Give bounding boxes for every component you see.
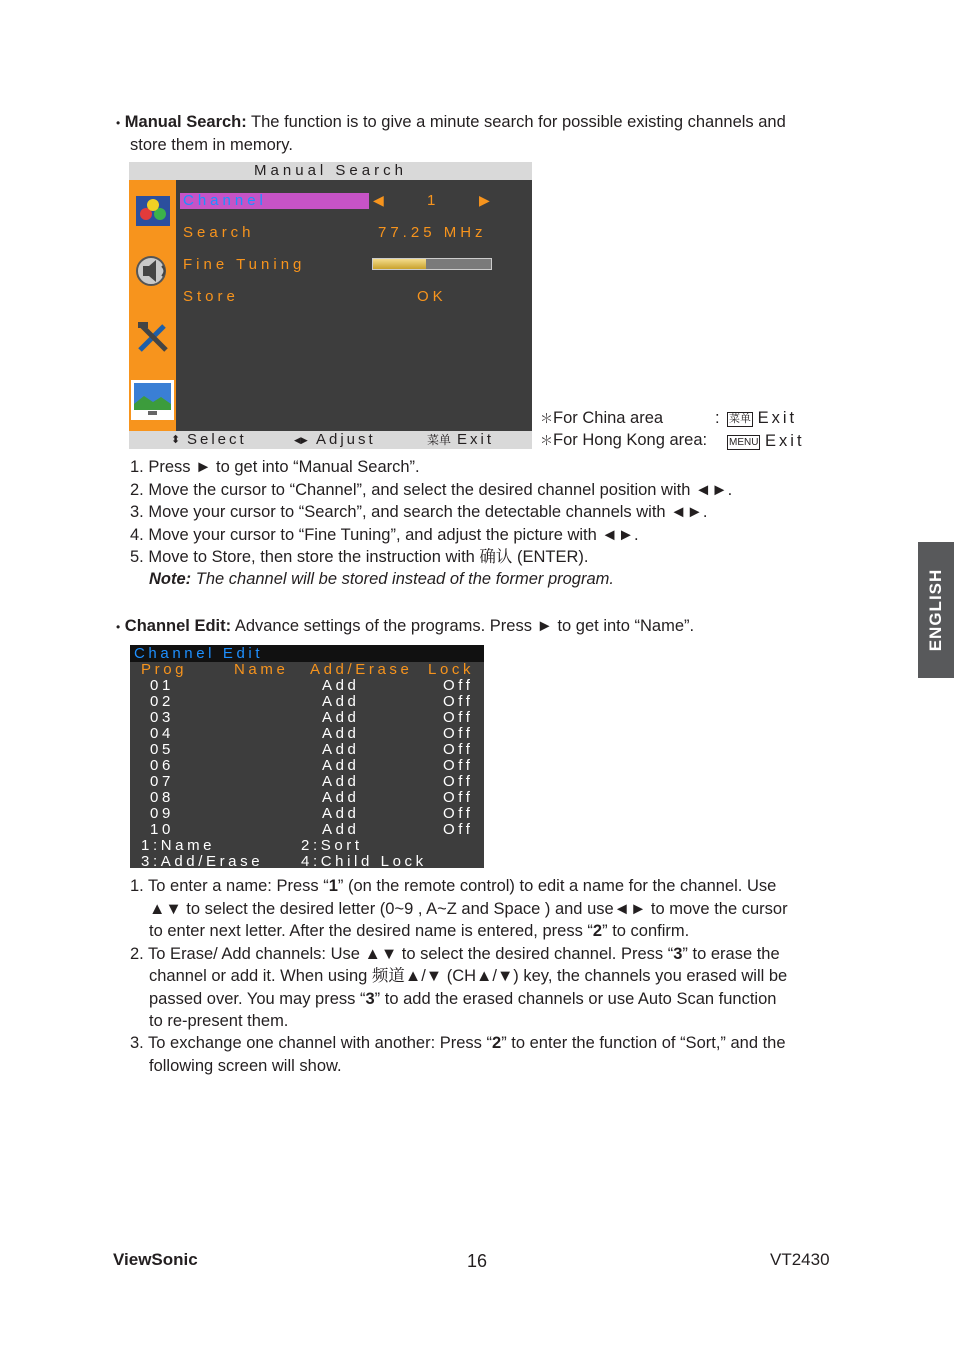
bullet: • bbox=[116, 620, 121, 634]
manual-search-intro bbox=[116, 111, 846, 135]
ce-cell-lock: Off bbox=[443, 805, 474, 822]
col-add-erase: Add/Erase bbox=[310, 661, 413, 678]
adjust-icon: ◀▶ bbox=[294, 435, 308, 445]
ce-cell-add: Add bbox=[322, 677, 360, 694]
col-prog: Prog bbox=[141, 661, 188, 678]
adjust-label: Adjust bbox=[316, 431, 376, 448]
search-value: 77.25 MHz bbox=[378, 224, 487, 241]
ce-cell-lock: Off bbox=[443, 709, 474, 726]
ce-cell-add: Add bbox=[322, 757, 360, 774]
ce-cell-lock: Off bbox=[443, 757, 474, 774]
manual-search-osd bbox=[129, 162, 532, 449]
select-icon: ⬍ bbox=[171, 434, 184, 446]
manual-step-1: 1. Press ► to get into “Manual Search”. bbox=[130, 458, 420, 476]
arrow-left-icon[interactable]: ◀ bbox=[373, 192, 388, 208]
exit-label: Exit bbox=[457, 431, 495, 448]
ce-cell-lock: Off bbox=[443, 693, 474, 710]
ce-cell-add: Add bbox=[322, 725, 360, 742]
ce-footer-sort: 2:Sort bbox=[301, 837, 363, 854]
select-label: Select bbox=[187, 431, 247, 448]
manual-step-3: 3. Move your cursor to “Search”, and search the detectable channels with ◄►. bbox=[130, 503, 708, 521]
ce-footer-add-erase: 3:Add/Erase bbox=[141, 853, 264, 870]
ce-cell-add: Add bbox=[322, 821, 360, 838]
ce-cell-prog: 03 bbox=[150, 709, 174, 726]
store-value: OK bbox=[417, 288, 447, 305]
ce-cell-add: Add bbox=[322, 709, 360, 726]
ce-cell-lock: Off bbox=[443, 677, 474, 694]
channel-edit-label: Channel Edit: bbox=[124, 617, 232, 635]
language-tab-label: ENGLISH bbox=[926, 568, 945, 652]
language-tab bbox=[918, 542, 954, 678]
edit-step-2-line-2: channel or add it. When using 频道▲/▼ (CH▲/▼) key, the channels you erased will be bbox=[149, 967, 788, 985]
ce-cell-prog: 06 bbox=[150, 757, 174, 774]
edit-step-1-line-3: to enter next letter. After the desired name is entered, press “2” to confirm. bbox=[149, 922, 690, 940]
ce-cell-add: Add bbox=[322, 773, 360, 790]
ce-cell-prog: 05 bbox=[150, 741, 174, 758]
ce-cell-prog: 10 bbox=[150, 821, 174, 838]
ce-cell-prog: 01 bbox=[150, 677, 174, 694]
ce-cell-add: Add bbox=[322, 693, 360, 710]
ce-cell-add: Add bbox=[322, 741, 360, 758]
arrow-right-icon[interactable]: ▶ bbox=[479, 192, 494, 208]
fine-tuning-fill bbox=[373, 259, 426, 269]
audio-icon bbox=[134, 252, 172, 290]
ce-footer-name: 1:Name bbox=[141, 837, 216, 854]
asterisk: ＊ bbox=[540, 433, 554, 448]
col-lock: Lock bbox=[428, 661, 475, 678]
ce-cell-prog: 08 bbox=[150, 789, 174, 806]
note-text: The channel will be stored instead of the former program. bbox=[191, 570, 614, 588]
china-colon: : bbox=[715, 409, 720, 427]
channel-edit-osd bbox=[130, 645, 484, 868]
channel-edit-intro bbox=[116, 615, 694, 639]
osd-row-search[interactable]: Search bbox=[183, 224, 255, 241]
edit-step-2-line-3: passed over. You may press “3” to add the erased channels or use Auto Scan function bbox=[149, 990, 777, 1008]
china-exit: Exit bbox=[757, 409, 798, 427]
ce-footer-child-lock: 4:Child Lock bbox=[301, 853, 427, 870]
ce-cell-lock: Off bbox=[443, 789, 474, 806]
china-exit-key bbox=[727, 407, 797, 430]
osd-footer bbox=[129, 431, 532, 449]
menu-cn-key-icon: 菜单 bbox=[729, 413, 751, 425]
ce-cell-prog: 07 bbox=[150, 773, 174, 790]
ce-title: Channel Edit bbox=[134, 645, 264, 662]
ce-cell-add: Add bbox=[322, 805, 360, 822]
china-label: For China area bbox=[553, 409, 664, 427]
osd-row-channel[interactable]: Channel bbox=[183, 192, 267, 209]
hk-exit-key bbox=[727, 430, 805, 453]
note bbox=[149, 568, 614, 591]
manual-step-4: 4. Move your cursor to “Fine Tuning”, and adjust the picture with ◄►. bbox=[130, 526, 639, 544]
osd-sidebar bbox=[129, 180, 176, 431]
ce-cell-prog: 02 bbox=[150, 693, 174, 710]
channel-edit-desc: Advance settings of the programs. Press ► to get into “Name”. bbox=[231, 617, 695, 635]
edit-step-3-line-1: 3. To exchange one channel with another: Press “2” to enter the function of “Sort,” and the bbox=[130, 1034, 786, 1052]
manual-step-5: 5. Move to Store, then store the instruction with 确认 (ENTER). bbox=[130, 548, 589, 566]
picture-icon bbox=[131, 380, 174, 420]
edit-step-1-line-1: 1. To enter a name: Press “1” (on the remote control) to edit a name for the channel. Use bbox=[130, 877, 777, 895]
edit-step-3-line-2: following screen will show. bbox=[149, 1057, 342, 1075]
hk-label: For Hong Kong area: bbox=[553, 431, 708, 449]
ce-cell-lock: Off bbox=[443, 821, 474, 838]
ce-cell-prog: 04 bbox=[150, 725, 174, 742]
edit-step-2-line-1: 2. To Erase/ Add channels: Use ▲▼ to select the desired channel. Press “3” to erase the bbox=[130, 945, 780, 963]
osd-row-fine-tuning[interactable]: Fine Tuning bbox=[183, 256, 306, 273]
ce-cell-lock: Off bbox=[443, 773, 474, 790]
ce-cell-lock: Off bbox=[443, 741, 474, 758]
osd-title: Manual Search bbox=[129, 162, 532, 180]
page-number: 16 bbox=[467, 1251, 488, 1271]
tools-icon bbox=[134, 318, 172, 356]
edit-step-2-line-4: to re-present them. bbox=[149, 1012, 289, 1030]
ce-cell-prog: 09 bbox=[150, 805, 174, 822]
osd-row-store[interactable]: Store bbox=[183, 288, 239, 305]
model-name: VT2430 bbox=[770, 1250, 830, 1269]
bullet: • bbox=[116, 116, 121, 130]
ce-cell-lock: Off bbox=[443, 725, 474, 742]
hk-exit: Exit bbox=[765, 432, 805, 450]
fine-tuning-bar[interactable] bbox=[372, 258, 492, 270]
note-label: Note: bbox=[149, 570, 192, 588]
brand-name: ViewSonic bbox=[113, 1250, 198, 1269]
edit-step-1-line-2: ▲▼ to select the desired letter (0~9 , A~Z and Space ) and use◄► to move the cursor bbox=[149, 900, 788, 918]
asterisk: ＊ bbox=[540, 411, 554, 426]
manual-step-2: 2. Move the cursor to “Channel”, and select the desired channel position with ◄►. bbox=[130, 481, 733, 499]
menu-key-icon: 菜单 bbox=[427, 433, 452, 447]
menu-key-icon: MENU bbox=[729, 437, 759, 448]
channel-value: 1 bbox=[427, 192, 440, 209]
hk-exit-note bbox=[540, 429, 707, 453]
manual-search-desc: The function is to give a minute search for possible existing channels and bbox=[246, 113, 786, 131]
channel-icon bbox=[134, 192, 172, 230]
manual-search-desc-2: store them in memory. bbox=[130, 136, 293, 154]
col-name: Name bbox=[234, 661, 289, 678]
ce-cell-add: Add bbox=[322, 789, 360, 806]
china-exit-note bbox=[540, 407, 663, 431]
manual-search-label: Manual Search: bbox=[124, 113, 247, 131]
